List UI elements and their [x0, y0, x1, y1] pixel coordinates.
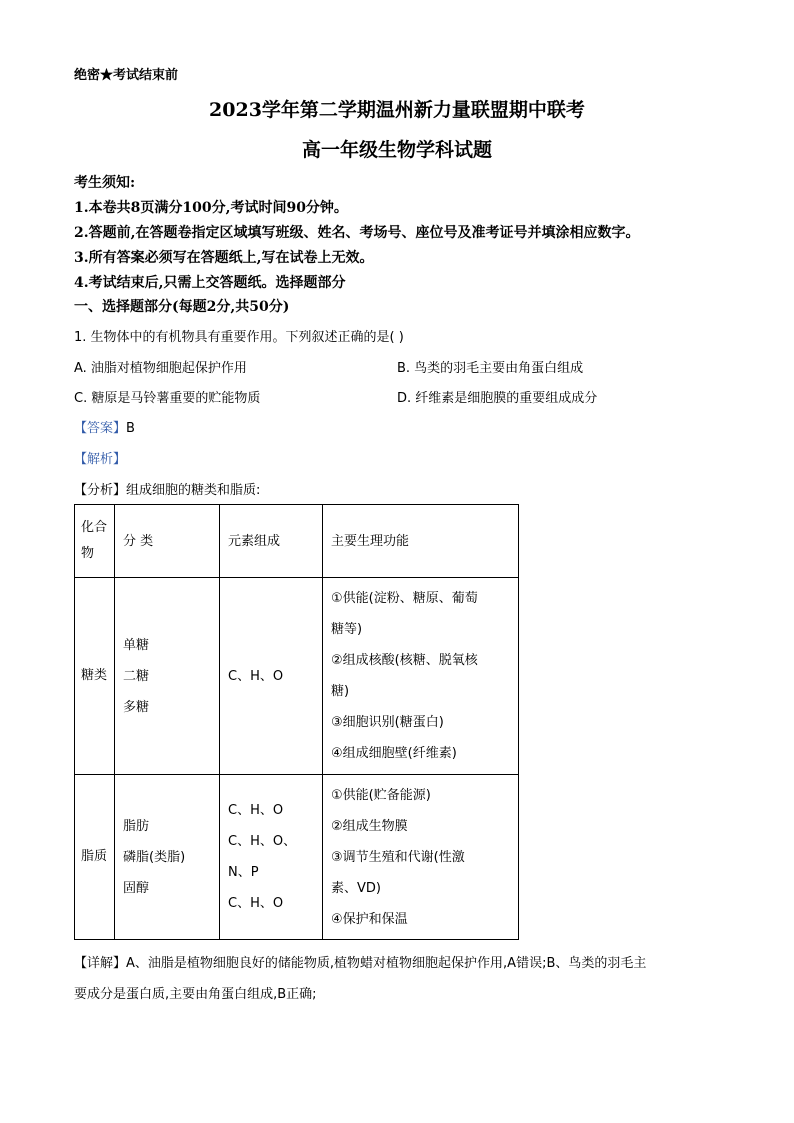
header-compound-line-2: 物 [81, 546, 95, 561]
exam-subtitle: 高一年级生物学科试题 [301, 139, 492, 161]
row-sugar-categories [115, 578, 220, 775]
header-compound-line-1: 化合 [81, 520, 108, 535]
function-item: 糖等) [331, 622, 363, 637]
section-title: 一、选择题部分(每题2分,共50分) [74, 299, 290, 315]
header-category: 分 类 [115, 505, 220, 578]
row-sugar-elements [220, 578, 323, 775]
function-item: ①供能(淀粉、糖原、葡萄 [331, 591, 478, 606]
function-item: 素、VD) [331, 880, 381, 896]
function-item: ④保护和保温 [331, 911, 408, 927]
detail-tag: 【详解】 [74, 956, 127, 971]
row-lipid-categories [115, 775, 220, 940]
category-item: 固醇 [123, 880, 150, 896]
option-c: C. 糖原是马铃薯重要的贮能物质 [74, 391, 261, 406]
fenxi-tag: 【分析】 [74, 483, 127, 498]
detail-text-1: A、油脂是植物细胞良好的储能物质,植物蜡对植物细胞起保护作用,A错误;B、鸟类的羽毛主 [126, 956, 647, 971]
question-stem: 1. 生物体中的有机物具有重要作用。下列叙述正确的是( ) [74, 330, 404, 345]
function-item: ④组成细胞壁(纤维素) [331, 746, 457, 761]
element-item: C、H、O [228, 803, 284, 818]
category-item: 多糖 [123, 699, 150, 715]
category-item: 二糖 [123, 668, 150, 684]
detail-line-1 [74, 952, 646, 971]
table-row [75, 578, 519, 775]
category-item: 磷脂(类脂) [123, 849, 186, 865]
option-a: A. 油脂对植物细胞起保护作用 [74, 361, 247, 376]
option-b: B. 鸟类的羽毛主要由角蛋白组成 [397, 361, 584, 376]
answer-line [74, 417, 135, 436]
row-lipid-functions [323, 775, 519, 940]
function-item: ①供能(贮备能源) [331, 787, 431, 803]
category-item: 脂肪 [123, 818, 150, 834]
exam-title: 2023学年第二学期温州新力量联盟期中联考 [209, 99, 585, 121]
function-item: ③调节生殖和代谢(性激 [331, 849, 465, 865]
notice-item-3: 3.所有答案必须写在答题纸上,写在试卷上无效。 [74, 250, 374, 266]
element-item: C、H、O [228, 896, 284, 911]
fenxi-line [74, 479, 260, 498]
row-lipid-elements [220, 775, 323, 940]
function-item: ②组成生物膜 [331, 818, 408, 834]
row-sugar-functions [323, 578, 519, 775]
table-row [75, 775, 519, 940]
notice-item-1: 1.本卷共8页满分100分,考试时间90分钟。 [74, 200, 348, 216]
function-item: 糖) [331, 684, 350, 699]
row-sugar-compound: 糖类 [75, 578, 115, 775]
header-functions: 主要生理功能 [323, 505, 519, 578]
notice-item-4: 4.考试结束后,只需上交答题纸。选择题部分 [74, 275, 346, 291]
fenxi-text: 组成细胞的糖类和脂质: [126, 483, 261, 498]
element-item: N、P [228, 865, 259, 880]
notice-heading: 考生须知: [74, 175, 136, 191]
element-item: C、H、O、 [228, 834, 297, 849]
answer-value: B [126, 421, 135, 436]
analysis-tag: 【解析】 [74, 452, 127, 467]
notice-item-2: 2.答题前,在答题卷指定区域填写班级、姓名、考场号、座位号及准考证号并填涂相应数字。 [74, 225, 640, 241]
table-header-row [75, 505, 519, 578]
row-lipid-compound: 脂质 [75, 775, 115, 940]
category-item: 单糖 [123, 637, 150, 653]
lipid-sugar-table [74, 504, 519, 940]
header-elements: 元素组成 [220, 505, 323, 578]
option-d: D. 纤维素是细胞膜的重要组成成分 [397, 391, 598, 406]
confidential-label: 绝密★考试结束前 [74, 68, 179, 83]
answer-tag: 【答案】 [74, 421, 127, 436]
function-item: ②组成核酸(核糖、脱氧核 [331, 653, 478, 668]
function-item: ③细胞识别(糖蛋白) [331, 715, 444, 730]
detail-line-2: 要成分是蛋白质,主要由角蛋白组成,B正确; [74, 987, 317, 1002]
element-item: C、H、O [228, 668, 284, 684]
header-compound [75, 505, 115, 578]
